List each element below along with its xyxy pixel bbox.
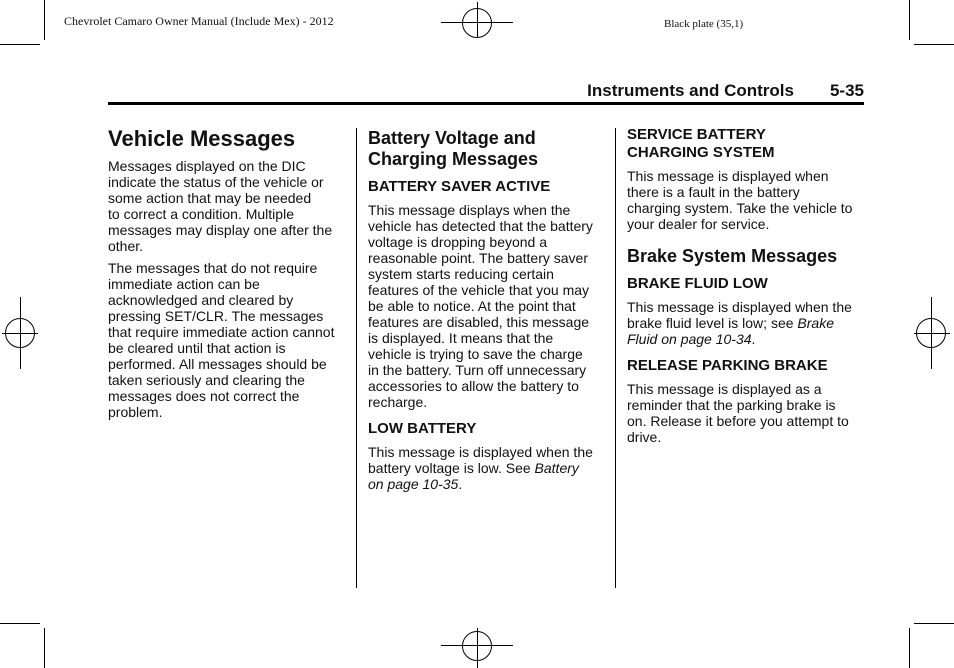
paragraph-dic-intro: Messages displayed on the DIC indicate the status of the vehicle or some action that may be needed to correct a condition. Multiple messages may display one after the other. xyxy=(108,158,333,254)
crop-mark xyxy=(44,628,45,668)
subheading-low-battery: LOW BATTERY xyxy=(368,420,477,437)
section-title: Instruments and Controls xyxy=(587,81,794,100)
column-2 xyxy=(368,128,608,498)
heading-brake-system: Brake System Messages xyxy=(627,246,838,266)
crop-mark xyxy=(909,628,910,668)
section-header xyxy=(108,80,864,105)
crop-mark xyxy=(0,623,40,624)
print-info-left: Chevrolet Camaro Owner Manual (Include Mex) - 2012 xyxy=(64,14,334,28)
heading-vehicle-messages: Vehicle Messages xyxy=(108,126,296,151)
crop-mark xyxy=(0,44,40,45)
paragraph-low-battery: This message is displayed when the battery voltage is low. See Battery on page 10-35. xyxy=(368,444,593,492)
link-battery[interactable]: Battery xyxy=(534,460,579,476)
paragraph-battery-saver: This message displays when the vehicle has detected that the battery voltage is dropping beyond a reasonable point. The battery saver system starts reducing certain features of the vehicle that you may be able to notice. At the point that features are disabled, this message is displayed. It means that the vehicle is trying to save the charge in the battery. Turn off unnecessary accessories to allow the battery to recharge. xyxy=(368,202,593,410)
paragraph-release-parking-brake: This message is displayed as a reminder that the parking brake is on. Release it before you attempt to drive. xyxy=(627,381,849,445)
subheading-brake-fluid-low: BRAKE FLUID LOW xyxy=(627,275,768,292)
page-number: 5-35 xyxy=(829,81,864,100)
subheading-release-parking-brake: RELEASE PARKING BRAKE xyxy=(627,357,828,374)
heading-battery-voltage: Battery Voltage and Charging Messages xyxy=(368,128,539,169)
paragraph-service-battery: This message is displayed when there is a fault in the battery charging system. Take the vehicle to your dealer for service. xyxy=(627,168,853,232)
link-brake-fluid-page[interactable]: Fluid on page 10-34 xyxy=(627,331,752,347)
crop-mark xyxy=(909,0,910,40)
column-divider xyxy=(615,128,616,588)
crop-mark xyxy=(44,0,45,40)
paragraph-brake-fluid-low: This message is displayed when the brake fluid level is low; see Brake Fluid on page 10-34. xyxy=(627,299,852,347)
column-divider xyxy=(356,128,357,588)
column-1 xyxy=(108,126,348,426)
column-3 xyxy=(627,126,867,451)
crop-mark xyxy=(914,623,954,624)
paragraph-acknowledge: The messages that do not require immediate action can be acknowledged and cleared by pressing SET/CLR. The messages that require immediate action cannot be cleared until that action is performed. All messages should be taken seriously and clearing the messages does not correct the problem. xyxy=(108,260,335,420)
subheading-service-battery: SERVICE BATTERY CHARGING SYSTEM xyxy=(627,126,775,161)
link-battery-page[interactable]: on page 10-35 xyxy=(368,476,459,492)
crop-mark xyxy=(914,44,954,45)
print-info-right: Black plate (35,1) xyxy=(664,18,744,30)
link-brake[interactable]: Brake xyxy=(797,315,834,331)
subheading-battery-saver: BATTERY SAVER ACTIVE xyxy=(368,178,551,195)
